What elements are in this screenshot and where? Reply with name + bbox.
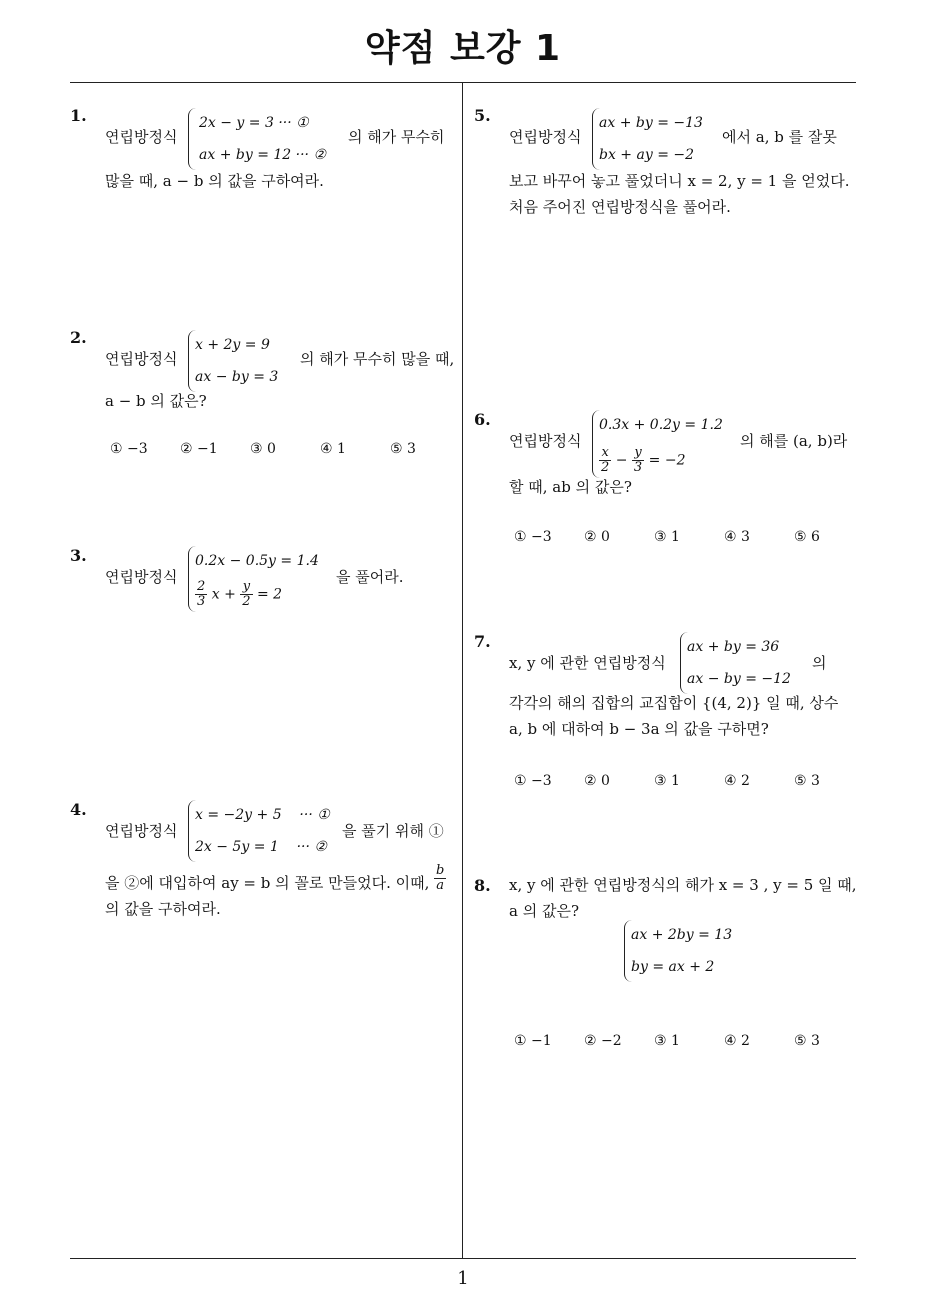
fraction: $\frac{b}{a}$ <box>436 863 445 893</box>
problem-lead: 연립방정식 <box>105 128 178 146</box>
equation-system <box>592 410 729 478</box>
fraction: $\frac{y}{2}$ <box>242 579 251 609</box>
problem-5 <box>474 100 856 220</box>
problem-text: 할 때, ab 의 값은? <box>509 478 632 496</box>
problem-text: a 의 값은? <box>509 902 579 920</box>
choice-1[interactable]: ① −3 <box>514 773 552 789</box>
answer-choices <box>514 524 864 551</box>
problem-number: 1. <box>70 106 87 125</box>
equation-1: 0.2x − 0.5y = 1.4 <box>195 553 319 569</box>
problem-text: 보고 바꾸어 놓고 풀었더니 x = 2, y = 1 을 얻었다. <box>509 172 850 190</box>
problem-text: 을 풀어라. <box>336 568 404 586</box>
page-number: 1 <box>457 1268 469 1289</box>
problem-text: 을 풀기 위해 ① <box>342 822 444 840</box>
choice-5[interactable]: ⑤ 6 <box>794 529 820 545</box>
column-divider <box>462 83 463 1258</box>
fraction: $\frac{y}{3}$ <box>633 445 643 475</box>
choice-5[interactable]: ⑤ 3 <box>390 441 416 457</box>
equation-2: ax − by = −12 <box>687 671 791 687</box>
problem-4 <box>70 794 455 924</box>
problem-number: 3. <box>70 546 87 565</box>
problem-text: 처음 주어진 연립방정식을 풀어라. <box>509 198 731 216</box>
equation-system <box>188 800 335 862</box>
equation-1: 0.3x + 0.2y = 1.2 <box>599 417 723 433</box>
equation-1: 2x − y = 3 ··· ① <box>199 115 309 131</box>
choice-2[interactable]: ② 0 <box>584 773 610 789</box>
problem-1 <box>70 100 455 200</box>
equation-2: ax − by = 3 <box>195 369 279 385</box>
problem-lead: 연립방정식 <box>105 822 178 840</box>
problem-number: 8. <box>474 876 491 895</box>
choice-4[interactable]: ④ 1 <box>320 441 346 457</box>
answer-choices <box>514 768 864 795</box>
problem-text: 을 ②에 대입하여 ay = b 의 꼴로 만들었다. 이때, <box>105 874 430 892</box>
choice-3[interactable]: ③ 0 <box>250 441 276 457</box>
choice-2[interactable]: ② −2 <box>584 1033 622 1049</box>
choice-1[interactable]: ① −3 <box>514 529 552 545</box>
problem-text: 의 해가 무수히 많을 때, <box>300 350 455 368</box>
equation-system <box>188 108 335 170</box>
problem-text: 에서 a, b 를 잘못 <box>722 128 837 146</box>
problem-lead: 연립방정식 <box>509 432 582 450</box>
answer-choices <box>514 1028 864 1055</box>
footer-rule <box>70 1258 856 1259</box>
problem-number: 2. <box>70 328 87 347</box>
equation-system <box>680 632 803 694</box>
choice-4[interactable]: ④ 2 <box>724 773 750 789</box>
fraction: $\frac{x}{2}$ <box>601 445 610 475</box>
equation-system <box>624 920 751 982</box>
problem-2 <box>70 322 455 472</box>
choice-1[interactable]: ① −3 <box>110 441 148 457</box>
equation-2: $\frac{2}{3}$ x + $\frac{y}{2}$ = 2 <box>197 579 283 609</box>
problem-lead: 연립방정식 <box>509 128 582 146</box>
problem-lead: x, y 에 관한 연립방정식의 해가 x = 3 , y = 5 일 때, <box>509 876 857 894</box>
problem-8 <box>474 872 856 1062</box>
problem-lead: 연립방정식 <box>105 568 178 586</box>
choice-3[interactable]: ③ 1 <box>654 529 680 545</box>
choice-2[interactable]: ② −1 <box>180 441 218 457</box>
equation-system <box>188 330 295 392</box>
equation-2: ax + by = 12 ··· ② <box>199 147 326 163</box>
choice-5[interactable]: ⑤ 3 <box>794 1033 820 1049</box>
header-rule <box>70 82 856 83</box>
equation-1: ax + by = −13 <box>599 115 703 131</box>
fraction: $\frac{2}{3}$ <box>197 579 206 609</box>
problem-text: 각각의 해의 집합의 교집합이 {(4, 2)} 일 때, 상수 <box>509 694 839 712</box>
problem-lead: x, y 에 관한 연립방정식 <box>509 654 666 672</box>
problem-number: 6. <box>474 410 491 429</box>
problem-7 <box>474 626 856 796</box>
answer-choices <box>110 436 460 463</box>
choice-2[interactable]: ② 0 <box>584 529 610 545</box>
equation-1: x = −2y + 5 ··· ① <box>195 807 330 823</box>
problem-3 <box>70 540 455 620</box>
problem-text: 의 해를 (a, b)라 <box>740 432 848 450</box>
equation-2: $\frac{x}{2}$ − $\frac{y}{3}$ = −2 <box>601 445 686 475</box>
problem-text: a − b 의 값은? <box>105 392 207 410</box>
problem-number: 4. <box>70 800 87 819</box>
problem-text: a, b 에 대하여 b − 3a 의 값을 구하면? <box>509 720 769 738</box>
equation-2: 2x − 5y = 1 ··· ② <box>195 839 327 855</box>
equation-system <box>592 108 709 170</box>
choice-3[interactable]: ③ 1 <box>654 773 680 789</box>
choice-4[interactable]: ④ 2 <box>724 1033 750 1049</box>
problem-6 <box>474 404 856 554</box>
equation-1: ax + by = 36 <box>687 639 780 655</box>
choice-5[interactable]: ⑤ 3 <box>794 773 820 789</box>
page-title: 약점 보강 1 <box>364 28 562 69</box>
equation-system <box>188 546 325 612</box>
problem-number: 5. <box>474 106 491 125</box>
equation-1: x + 2y = 9 <box>195 337 270 353</box>
equation-2: by = ax + 2 <box>631 959 715 975</box>
problem-text: 의 <box>812 654 827 672</box>
problem-lead: 연립방정식 <box>105 350 178 368</box>
choice-1[interactable]: ① −1 <box>514 1033 552 1049</box>
problem-number: 7. <box>474 632 491 651</box>
choice-3[interactable]: ③ 1 <box>654 1033 680 1049</box>
choice-4[interactable]: ④ 3 <box>724 529 750 545</box>
problem-text: 의 해가 무수히 <box>348 128 445 146</box>
equation-1: ax + 2by = 13 <box>631 927 733 943</box>
problem-text: 의 값을 구하여라. <box>105 900 221 918</box>
equation-2: bx + ay = −2 <box>599 147 695 163</box>
problem-text: 많을 때, a − b 의 값을 구하여라. <box>105 172 324 190</box>
